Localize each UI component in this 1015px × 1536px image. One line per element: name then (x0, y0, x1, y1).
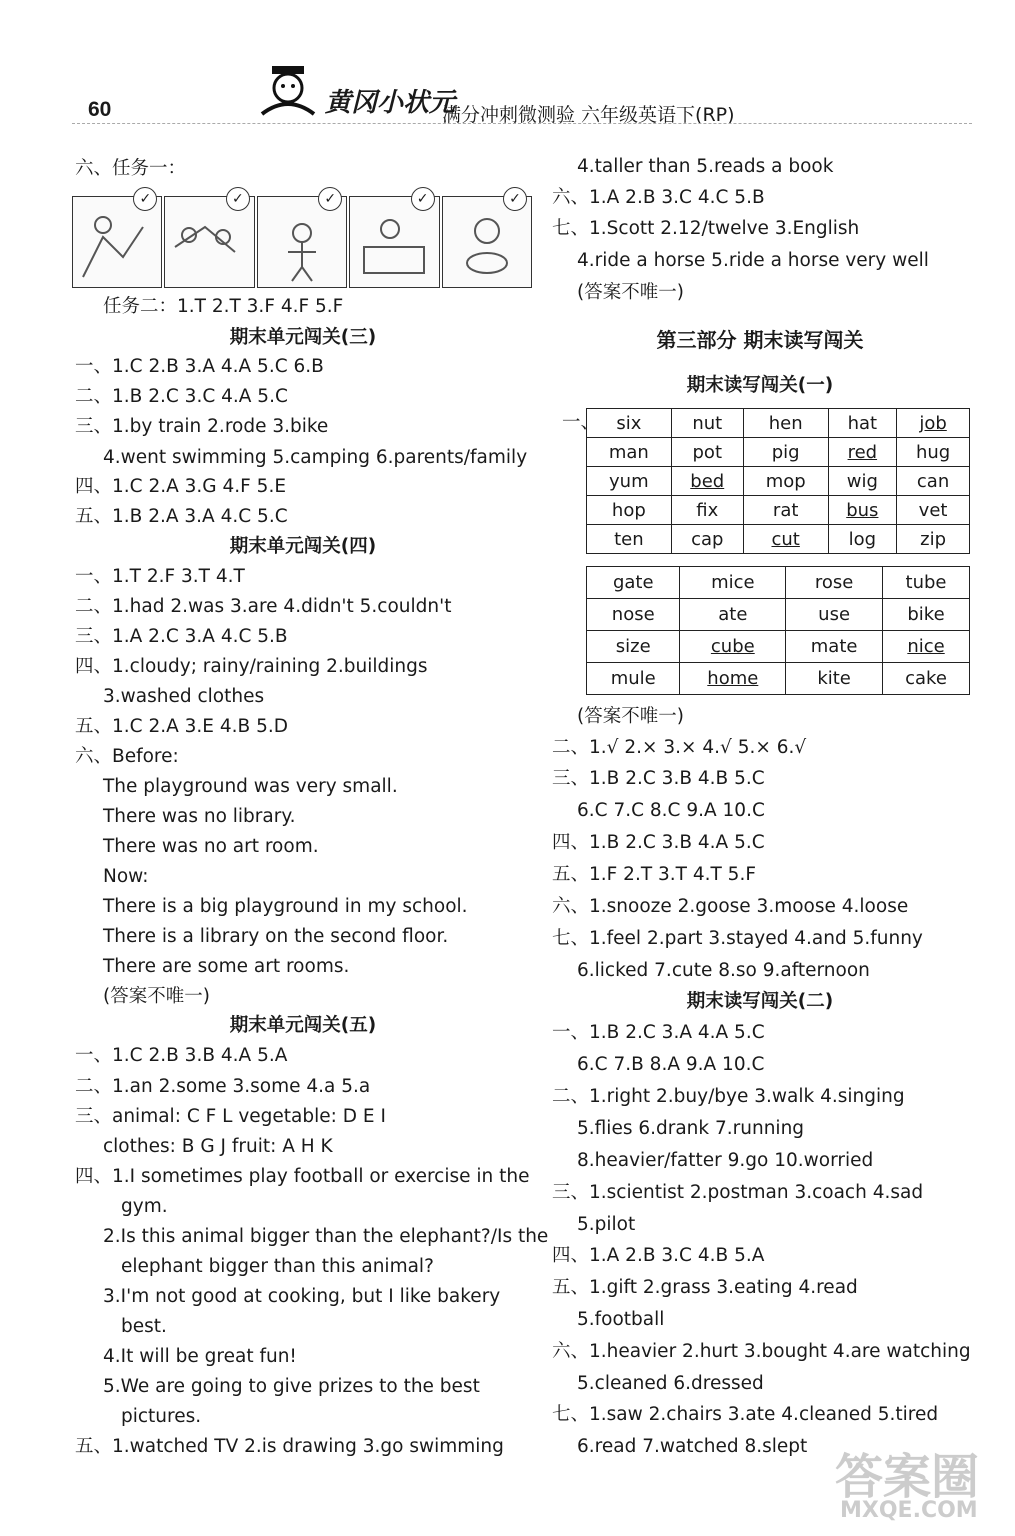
check-icon: ✓ (503, 187, 527, 211)
table-cell: nice (883, 631, 970, 663)
answer-line: 8.heavier/fatter 9.go 10.worried (577, 1150, 874, 1171)
table-cell: fix (671, 496, 743, 525)
answer-line: 四、1.B 2.C 3.B 4.A 5.C (552, 832, 765, 853)
table-cell: cut (743, 525, 828, 554)
answer-line: 五、1.F 2.T 3.T 4.T 5.F (552, 864, 756, 885)
answer-line: 6.read 7.watched 8.slept (577, 1436, 808, 1457)
table-cell: pot (671, 438, 743, 467)
answer-line: 3.I'm not good at cooking, but I like bakery (103, 1286, 501, 1307)
answer-line: 5.cleaned 6.dressed (577, 1373, 764, 1394)
watermark-logo: 答案圈 (835, 1449, 980, 1505)
answer-line: 4.went swimming 5.camping 6.parents/family (103, 447, 528, 468)
answer-line: There was no library. (103, 806, 296, 827)
table-cell: hop (587, 496, 672, 525)
table-cell: can (897, 467, 970, 496)
watermark-url: MXQE.COM (840, 1498, 978, 1523)
check-icon: ✓ (226, 187, 250, 211)
answer-line: 一、1.C 2.B 3.B 4.A 5.A (75, 1045, 288, 1066)
answer-line: gym. (121, 1196, 168, 1217)
table-cell: zip (897, 525, 970, 554)
section-title: 期末单元闯关(五) (229, 1015, 377, 1036)
table-cell: home (680, 663, 786, 695)
table-cell: gate (587, 567, 680, 599)
answer-line: 4.It will be great fun! (103, 1346, 297, 1367)
answer-line: 四、1.A 2.B 3.C 4.B 5.A (552, 1245, 765, 1266)
table-cell: red (828, 438, 897, 467)
answer-line: 二、1.B 2.C 3.C 4.A 5.C (75, 386, 288, 407)
answer-line: best. (121, 1316, 167, 1337)
answer-line: 二、1.an 2.some 3.some 4.a 5.a (75, 1076, 371, 1097)
answer-line: 一、1.B 2.C 3.A 4.A 5.C (552, 1022, 765, 1043)
answer-line: (答案不唯一) (577, 706, 684, 727)
task-picture (72, 191, 162, 288)
task-pictures (72, 191, 534, 288)
answer-line: 6.C 7.C 8.C 9.A 10.C (577, 800, 765, 821)
answer-line: 2.Is this animal bigger than the elephant?/Is the (103, 1226, 549, 1247)
answer-line: 七、1.Scott 2.12/twelve 3.English (552, 218, 860, 239)
table-cell: vet (897, 496, 970, 525)
table-cell: mule (587, 663, 680, 695)
table-cell: bus (828, 496, 897, 525)
answer-line: 六、1.A 2.B 3.C 4.C 5.B (552, 187, 765, 208)
answer-line: 6.C 7.B 8.A 9.A 10.C (577, 1054, 765, 1075)
answer-line: 六、1.heavier 2.hurt 3.bought 4.are watching (552, 1341, 971, 1362)
answer-line: 5.football (577, 1309, 665, 1330)
answer-line: 五、1.gift 2.grass 3.eating 4.read (552, 1277, 858, 1298)
table-cell: mop (743, 467, 828, 496)
check-icon: ✓ (133, 187, 157, 211)
answer-line: There are some art rooms. (103, 956, 350, 977)
answer-line: 3.washed clothes (103, 686, 265, 707)
answer-line: 5.pilot (577, 1214, 636, 1235)
answer-line: There is a big playground in my school. (103, 896, 468, 917)
answer-line: 5.We are going to give prizes to the best (103, 1376, 480, 1397)
answer-line: clothes: B G J fruit: A H K (103, 1136, 333, 1157)
table-cell: tube (883, 567, 970, 599)
table-cell: wig (828, 467, 897, 496)
answer-line: 4.taller than 5.reads a book (577, 156, 834, 177)
task-picture (164, 191, 254, 288)
header-divider (72, 123, 972, 124)
table-cell: rat (743, 496, 828, 525)
table-cell: job (897, 409, 970, 438)
table-cell: pig (743, 438, 828, 467)
answer-line: 三、1.A 2.C 3.A 4.C 5.B (75, 626, 288, 647)
task-picture (442, 191, 532, 288)
answer-line: (答案不唯一) (577, 282, 684, 303)
brand-name: 黄冈小状元 (325, 88, 456, 118)
table-cell: log (828, 525, 897, 554)
answer-line: elephant bigger than this animal? (121, 1256, 434, 1277)
answer-line: 五、1.C 2.A 3.E 4.B 5.D (75, 716, 288, 737)
table-cell: mice (680, 567, 786, 599)
answer-line: 四、1.cloudy; rainy/raining 2.buildings (75, 656, 428, 677)
page-header (0, 0, 1015, 130)
task2-answers: 任务二：1.T 2.T 3.F 4.F 5.F (103, 296, 344, 317)
word-table-2 (586, 566, 970, 695)
task-title: 六、任务一： (75, 158, 187, 179)
answer-line: pictures. (121, 1406, 202, 1427)
answer-line: 四、1.I sometimes play football or exercise in the (75, 1166, 530, 1187)
table-cell: man (587, 438, 672, 467)
answer-line: 5.flies 6.drank 7.running (577, 1118, 805, 1139)
table-cell: ate (680, 599, 786, 631)
check-icon: ✓ (411, 187, 435, 211)
table-cell: cube (680, 631, 786, 663)
answer-line: 六、1.snooze 2.goose 3.moose 4.loose (552, 896, 909, 917)
answer-line: 二、1.√ 2.× 3.× 4.√ 5.× 6.√ (552, 737, 807, 758)
table-cell: bed (671, 467, 743, 496)
table-cell: use (786, 599, 883, 631)
table-cell: bike (883, 599, 970, 631)
table-cell: mate (786, 631, 883, 663)
table-cell: yum (587, 467, 672, 496)
answer-line: 一、1.C 2.B 3.A 4.A 5.C 6.B (75, 356, 324, 377)
table-cell: hen (743, 409, 828, 438)
task-picture (257, 191, 347, 288)
page-number: 60 (88, 98, 112, 121)
answer-line: 五、1.B 2.A 3.A 4.C 5.C (75, 506, 288, 527)
table-cell: rose (786, 567, 883, 599)
answer-line: 四、1.C 2.A 3.G 4.F 5.E (75, 476, 287, 497)
table-cell: size (587, 631, 680, 663)
table-cell: hug (897, 438, 970, 467)
answer-line: There was no art room. (103, 836, 319, 857)
section-title: 期末单元闯关(三) (229, 327, 377, 348)
answer-line: Now: (103, 866, 149, 887)
answer-line: 六、Before: (75, 746, 179, 767)
table-cell: nut (671, 409, 743, 438)
task-picture (349, 191, 439, 288)
answer-line: 七、1.feel 2.part 3.stayed 4.and 5.funny (552, 928, 923, 949)
table-cell: cake (883, 663, 970, 695)
answer-line: 4.ride a horse 5.ride a horse very well (577, 250, 929, 271)
part-title: 第三部分 期末读写闯关 (656, 328, 864, 352)
answer-line: (答案不唯一) (103, 986, 210, 1007)
section-title: 期末读写闯关(二) (686, 991, 834, 1012)
answer-line: 五、1.watched TV 2.is drawing 3.go swimming (75, 1436, 504, 1457)
answer-line: 三、1.B 2.C 3.B 4.B 5.C (552, 768, 765, 789)
table-cell: hat (828, 409, 897, 438)
table-cell: cap (671, 525, 743, 554)
answer-line: 二、1.right 2.buy/bye 3.walk 4.singing (552, 1086, 905, 1107)
table-cell: ten (587, 525, 672, 554)
mascot-logo-icon (248, 58, 328, 122)
table-cell: nose (587, 599, 680, 631)
answer-line: 6.licked 7.cute 8.so 9.afternoon (577, 960, 870, 981)
table-cell: six (587, 409, 672, 438)
answer-line: 三、1.by train 2.rode 3.bike (75, 416, 329, 437)
answer-line: 二、1.had 2.was 3.are 4.didn't 5.couldn't (75, 596, 452, 617)
answer-line: 三、animal: C F L vegetable: D E I (75, 1106, 386, 1127)
header-title: 满分冲刺微测验 六年级英语下(RP) (442, 104, 735, 126)
answer-line: 七、1.saw 2.chairs 3.ate 4.cleaned 5.tired (552, 1404, 939, 1425)
answer-line: There is a library on the second floor. (103, 926, 449, 947)
answer-line: 三、1.scientist 2.postman 3.coach 4.sad (552, 1182, 924, 1203)
answer-line: The playground was very small. (103, 776, 398, 797)
word-table-1 (586, 408, 970, 554)
answer-line: 一、1.T 2.F 3.T 4.T (75, 566, 245, 587)
check-icon: ✓ (318, 187, 342, 211)
table-cell: kite (786, 663, 883, 695)
section-title: 期末单元闯关(四) (229, 536, 377, 557)
section-title: 期末读写闯关(一) (686, 375, 834, 396)
answer-mark: 一、 (562, 412, 600, 433)
